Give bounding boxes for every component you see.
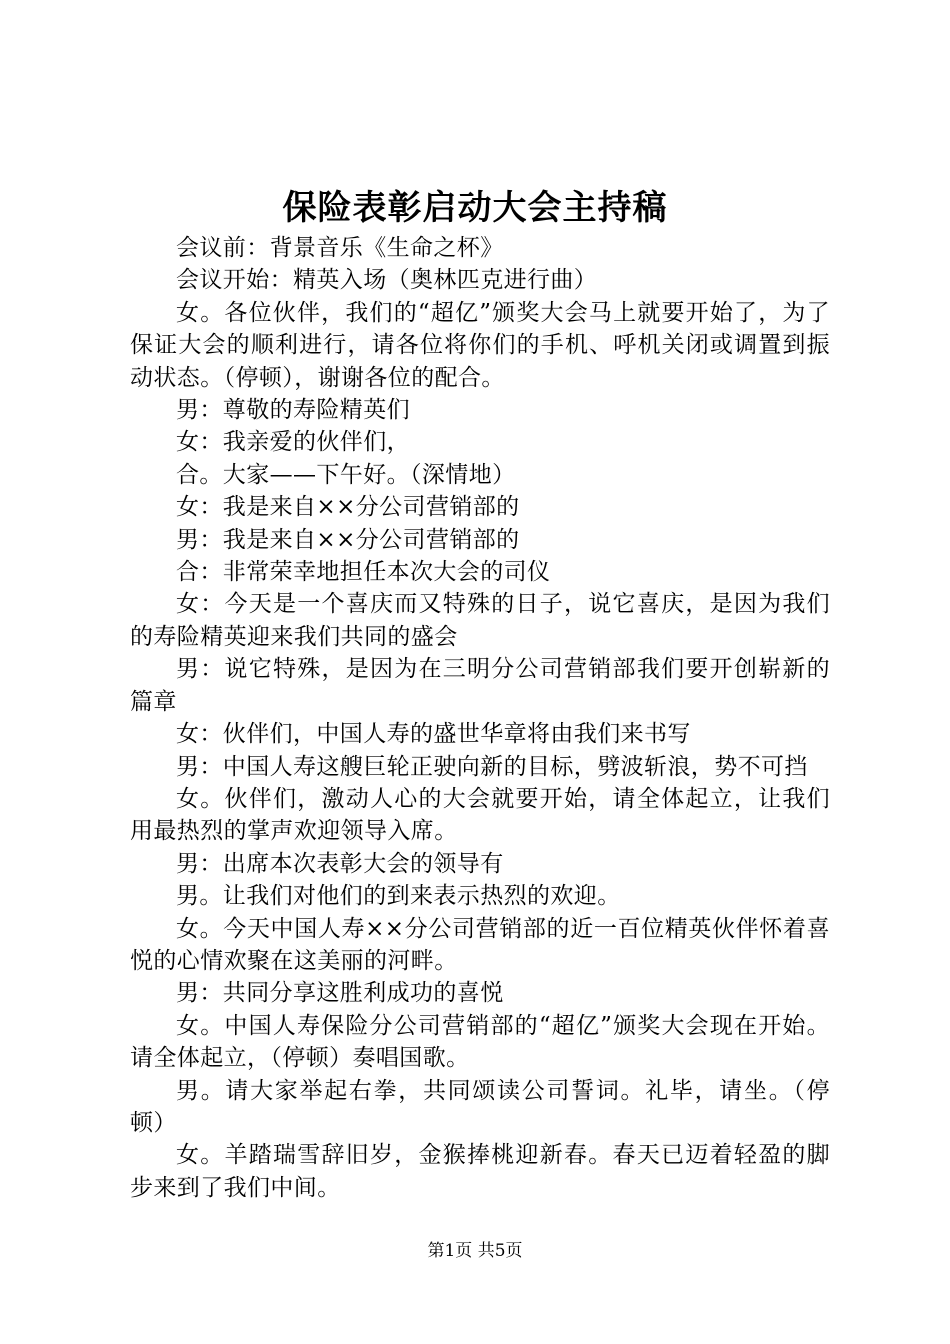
paragraph: 男。让我们对他们的到来表示热烈的欢迎。	[176, 883, 621, 910]
paragraph: 女。今天中国人寿××分公司营销部的近一百位精英伙伴怀着喜悦的心情欢聚在这美丽的河畔。	[130, 915, 830, 974]
paragraph: 女。中国人寿保险分公司营销部的“超亿”颁奖大会现在开始。请全体起立，（停顿）奏唱国歌。	[130, 1012, 830, 1072]
document-title: 保险表彰启动大会主持稿	[282, 188, 668, 228]
document-body	[130, 232, 830, 1204]
paragraph: 会议开始：精英入场（奥林匹克进行曲）	[176, 267, 598, 294]
paragraph: 合：非常荣幸地担任本次大会的司仪	[176, 559, 551, 586]
paragraph: 男：我是来自××分公司营销部的	[176, 526, 520, 553]
page-number: 第1页 共5页	[427, 1241, 523, 1261]
paragraph: 女：我亲爱的伙伴们，	[176, 429, 410, 456]
paragraph: 男：尊敬的寿险精英们	[176, 397, 410, 424]
paragraph: 合。大家——下午好。（深情地）	[176, 461, 516, 488]
paragraph: 男：中国人寿这艘巨轮正驶向新的目标，劈波斩浪，势不可挡	[176, 753, 808, 780]
paragraph: 女。羊踏瑞雪辞旧岁，金猴捧桃迎新春。春天已迈着轻盈的脚步来到了我们中间。	[130, 1142, 830, 1201]
paragraph: 女。伙伴们，激动人心的大会就要开始，请全体起立，让我们用最热烈的掌声欢迎领导入席。	[130, 785, 830, 845]
paragraph: 女。各位伙伴，我们的“超亿”颁奖大会马上就要开始了，为了保证大会的顺利进行，请各位将你们的手机、呼机关闭或调置到振动状态。（停顿），谢谢各位的配合。	[130, 299, 830, 391]
paragraph: 女：我是来自××分公司营销部的	[176, 494, 520, 521]
paragraph: 男：说它特殊，是因为在三明分公司营销部我们要开创崭新的篇章	[130, 656, 830, 715]
paragraph: 女：伙伴们，中国人寿的盛世华章将由我们来书写	[176, 721, 691, 748]
paragraph: 女：今天是一个喜庆而又特殊的日子，说它喜庆，是因为我们的寿险精英迎来我们共同的盛会	[130, 591, 830, 650]
paragraph: 男。请大家举起右拳，共同颂读公司誓词。礼毕，请坐。（停顿）	[130, 1077, 830, 1136]
paragraph: 会议前：背景音乐《生命之杯》	[176, 235, 504, 261]
paragraph: 男：共同分享这胜利成功的喜悦	[176, 980, 504, 1007]
paragraph: 男：出席本次表彰大会的领导有	[176, 850, 504, 877]
